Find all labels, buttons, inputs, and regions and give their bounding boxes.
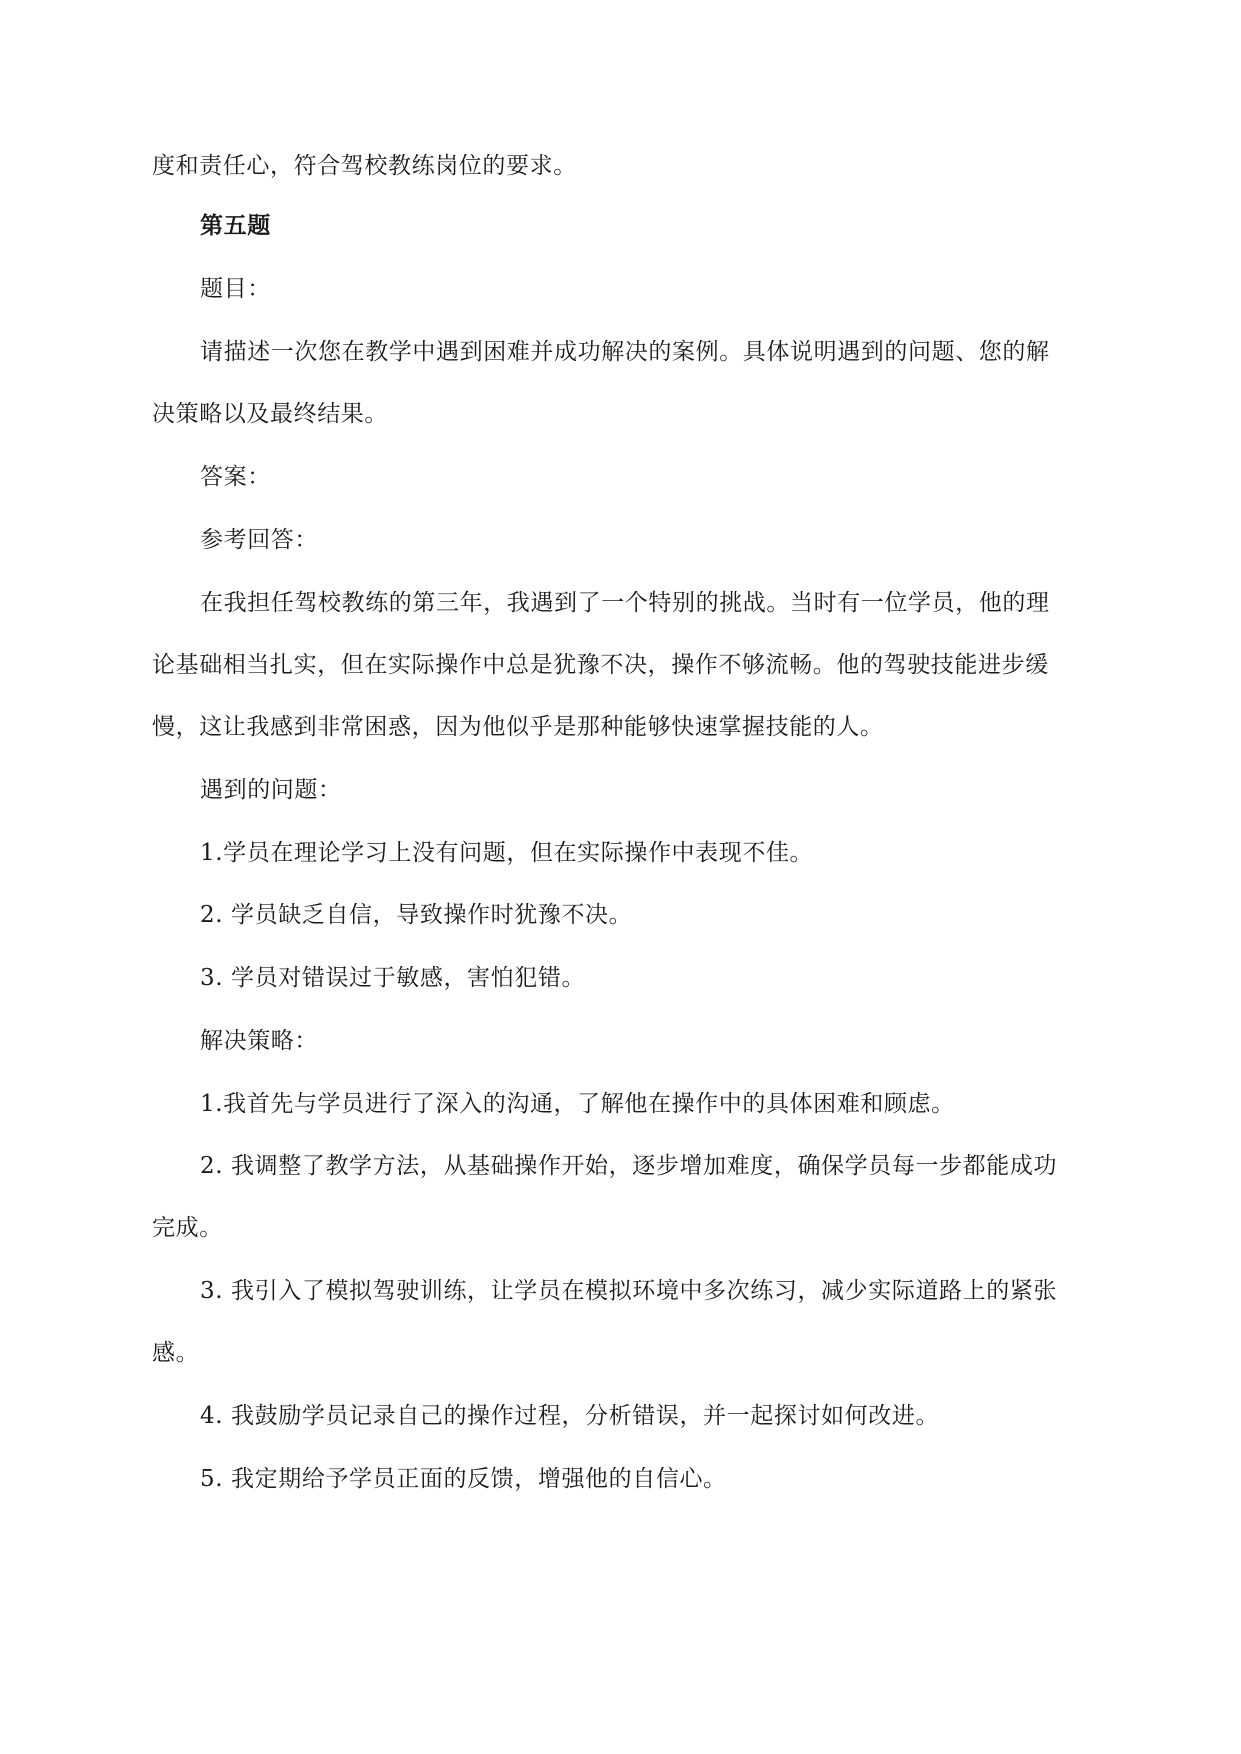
list-item-continuation: 完成。 [152, 1215, 223, 1241]
paragraph-line: 请描述一次您在教学中遇到困难并成功解决的案例。具体说明遇到的问题、您的解 [200, 339, 1050, 365]
list-item: 2. 学员缺乏自信，导致操作时犹豫不决。 [200, 902, 633, 928]
section-heading: 第五题 [200, 212, 271, 239]
label-reference: 参考回答： [200, 527, 318, 553]
paragraph-line: 在我担任驾校教练的第三年，我遇到了一个特别的挑战。当时有一位学员，他的理 [200, 590, 1050, 616]
list-item: 1.我首先与学员进行了深入的沟通，了解他在操作中的具体困难和顾虑。 [200, 1091, 955, 1117]
list-item: 1.学员在理论学习上没有问题，但在实际操作中表现不佳。 [200, 840, 814, 866]
list-item: 2. 我调整了教学方法，从基础操作开始，逐步增加难度，确保学员每一步都能成功 [200, 1153, 1058, 1179]
list-item: 5. 我定期给予学员正面的反馈，增强他的自信心。 [200, 1466, 727, 1492]
label-question: 题目： [200, 276, 271, 302]
label-answer: 答案： [200, 464, 271, 490]
list-item: 3. 我引入了模拟驾驶训练，让学员在模拟环境中多次练习，减少实际道路上的紧张 [200, 1278, 1058, 1304]
list-item: 4. 我鼓励学员记录自己的操作过程，分析错误，并一起探讨如何改进。 [200, 1403, 940, 1429]
label-strategies: 解决策略： [200, 1028, 318, 1054]
paragraph-line: 论基础相当扎实，但在实际操作中总是犹豫不决，操作不够流畅。他的驾驶技能进步缓 [152, 652, 1049, 678]
paragraph-line: 度和责任心，符合驾校教练岗位的要求。 [152, 153, 577, 179]
paragraph-line: 慢，这让我感到非常困惑，因为他似乎是那种能够快速掌握技能的人。 [152, 714, 884, 740]
list-item: 3. 学员对错误过于敏感，害怕犯错。 [200, 965, 586, 991]
label-problems: 遇到的问题： [200, 777, 342, 803]
list-item-continuation: 感。 [152, 1340, 200, 1366]
paragraph-line: 决策略以及最终结果。 [152, 401, 388, 427]
